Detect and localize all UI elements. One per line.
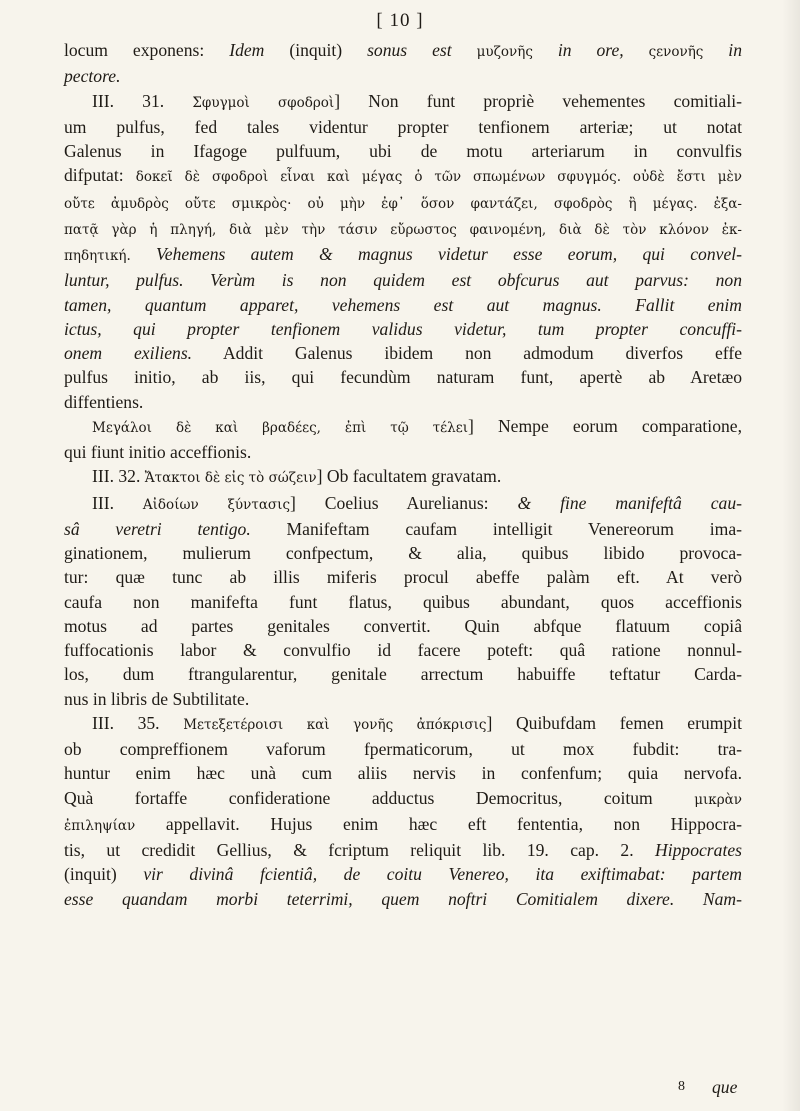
text-run: ] Quibufdam femen erumpit	[486, 712, 742, 733]
text-run: Quà fortaffe confideratione adductus Democritus, coitum	[64, 787, 695, 808]
italic-text: pectore.	[64, 66, 121, 87]
text-run: Addit Galenus ibidem non admodum diverfos effe	[192, 343, 743, 363]
text-line	[64, 190, 742, 216]
text-line	[64, 887, 742, 911]
text-line	[64, 541, 742, 565]
text-line	[64, 242, 742, 268]
text-run: um pulfus, fed tales videntur propter tenfionem arteriæ; ut notat	[64, 116, 742, 137]
greek-quote: Ἄτακτοι δὲ εἰς τὸ σώζειν	[144, 470, 317, 487]
text-line	[64, 64, 742, 88]
greek-quote: Σφυγμοὶ σφοδροὶ	[192, 94, 335, 111]
text-run: los, dum ftrangularentur, genitale arrectum habuiffe teftatur Carda-	[64, 664, 742, 685]
greek-quote: ἐπιληψίαν	[64, 817, 136, 834]
text-line	[64, 786, 742, 812]
text-line	[64, 687, 742, 711]
text-run: tis, ut credidit Gellius, & fcriptum reliquit lib. 19. cap. 2.	[64, 840, 656, 860]
text-line	[64, 737, 742, 761]
text-line	[64, 812, 742, 838]
italic-text: esse quandam morbi teterrimi, quem noftri Comitialem dixere. Nam-	[64, 888, 742, 909]
text-run: nus in libris de Subtilitate.	[64, 688, 250, 709]
italic-text: ictus, qui propter tenfionem validus videtur, tum propter concuffi-	[64, 318, 742, 339]
text-line	[64, 38, 742, 64]
text-run: difputat:	[64, 165, 136, 186]
italic-text: in ore,	[532, 40, 649, 60]
italic-text: luntur, pulfus. Verùm is non quidem est obfcurus aut parvus: non	[64, 270, 742, 291]
text-run: pulfus initio, ab iis, qui fecundùm naturam funt, apertè ab Aretæo	[64, 367, 742, 388]
text-line	[64, 761, 742, 785]
text-run: tur: quæ tunc ab illis miferis procul abeffe palàm eft. At verò	[64, 567, 742, 588]
text-line	[64, 464, 742, 490]
text-line	[64, 862, 742, 886]
italic-text: Idem	[229, 40, 265, 60]
text-line	[64, 317, 742, 341]
text-run: huntur enim hæc unà cum aliis nervis in confenfum; quia nervofa.	[64, 763, 742, 784]
text-run: (inquit)	[64, 864, 144, 885]
italic-text: sonus est	[367, 40, 477, 60]
text-run: caufa non manifefta funt flatus, quibus abundant, quos acceffionis	[64, 591, 742, 612]
text-run: ] Nempe eorum comparatione,	[468, 415, 742, 436]
greek-quote: Μεγάλοι δὲ καὶ βραδέες, ἐπὶ τῷ τέλει	[92, 419, 469, 436]
italic-text: tamen, quantum apparet, vehemens est aut magnus. Fallit enim	[64, 294, 742, 315]
text-line	[64, 440, 742, 464]
text-run: appellavit. Hujus enim hæc eft fententia, non Hippocra-	[135, 813, 742, 834]
text-run: diffentiens.	[64, 391, 144, 412]
text-line	[64, 491, 742, 517]
greek-quote: ςενονῆς	[648, 44, 704, 60]
greek-quote: μυζονῆς	[476, 44, 533, 60]
text-run: III. 32.	[92, 466, 145, 487]
text-line	[64, 365, 742, 389]
greek-quote: οὔτε ἀμυδρὸς οὔτε σμικρὸς· οὐ μὴν ἐφ᾽ ὅσον φαντάζει, σφοδρὸς ἢ μέγας. ἐξα-	[64, 195, 742, 212]
text-line	[64, 390, 742, 414]
text-line	[64, 711, 742, 737]
text-run: ] Non funt propriè vehementes comitiali-	[334, 90, 742, 111]
text-run: ob compreffionem vaforum fpermaticorum, ut mox fubdit: tra-	[64, 739, 742, 759]
text-line	[64, 614, 742, 638]
text-run: III. 31.	[92, 90, 193, 111]
text-line	[64, 115, 742, 139]
text-line	[64, 662, 742, 686]
text-line	[64, 414, 742, 440]
catchword: que	[712, 1077, 738, 1097]
text-line	[64, 268, 742, 292]
text-run: Manifeftam caufam intelligit Venereorum ima-	[250, 518, 742, 539]
text-run: qui fiunt initio acceffionis.	[64, 442, 252, 462]
text-run: Galenus in Ifagoge pulfuum, ubi de motu arteriarum in convulfis	[64, 141, 742, 161]
text-run: ginationem, mulierum confpectum, & alia, quibus libido provoca-	[64, 543, 742, 563]
italic-text: sâ veretri tentigo.	[64, 518, 251, 539]
commentary-text	[64, 38, 742, 911]
greek-quote: πατᾷ γὰρ ἡ πληγή, διὰ μὲν τὴν τάσιν εὔρωστος φαινομένη, διὰ δὲ τὸν κλόνον ἐκ-	[64, 221, 742, 238]
text-run: III.	[92, 492, 143, 513]
text-line	[64, 89, 742, 115]
text-run: ] Coelius Aurelianus:	[290, 492, 518, 513]
italic-text: onem exiliens.	[64, 343, 193, 363]
italic-text: Hippocrates	[655, 840, 742, 860]
text-run: fuffocationis labor & convulfio id facere poteft: quâ ratione nonnul-	[64, 640, 742, 660]
page-number: [ 10 ]	[376, 10, 424, 31]
greek-quote: δοκεῖ δὲ σφοδροὶ εἶναι καὶ μέγας ὁ τῶν σπωμένων σφυγμός. οὐδὲ ἔστι μὲν	[135, 169, 743, 186]
greek-quote: πηδητική.	[64, 248, 156, 264]
text-run: ] Ob facultatem gravatam.	[316, 466, 502, 487]
text-line	[64, 638, 742, 662]
page-edge-shadow	[782, 0, 800, 1111]
text-line	[64, 565, 742, 589]
text-line	[64, 139, 742, 163]
text-line	[64, 838, 742, 862]
text-line	[64, 216, 742, 242]
text-line	[64, 590, 742, 614]
italic-text: in	[703, 40, 742, 60]
greek-quote: μικρὰν	[694, 791, 742, 808]
greek-quote: Αἰδοίων ξύντασις	[142, 496, 291, 513]
text-line	[64, 341, 742, 365]
text-line	[64, 517, 742, 541]
signature-mark: 8	[678, 1079, 685, 1094]
text-run: III. 35.	[92, 712, 184, 733]
text-run: motus ad partes genitales convertit. Quin abfque flatuum copiâ	[64, 615, 742, 636]
text-line	[64, 163, 742, 189]
italic-text: & fine manifeftâ cau-	[517, 492, 743, 513]
text-run: locum exponens:	[64, 40, 230, 60]
greek-quote: Μετεξετέροισι καὶ γονῆς ἀπόκρισις	[183, 716, 487, 733]
text-run: (inquit)	[264, 40, 368, 60]
italic-text: vir divinâ fcientiâ, de coitu Venereo, ita exiftimabat: partem	[143, 864, 743, 885]
text-line	[64, 293, 742, 317]
italic-text: Vehemens autem & magnus videtur esse eorum, qui convel-	[155, 244, 743, 264]
